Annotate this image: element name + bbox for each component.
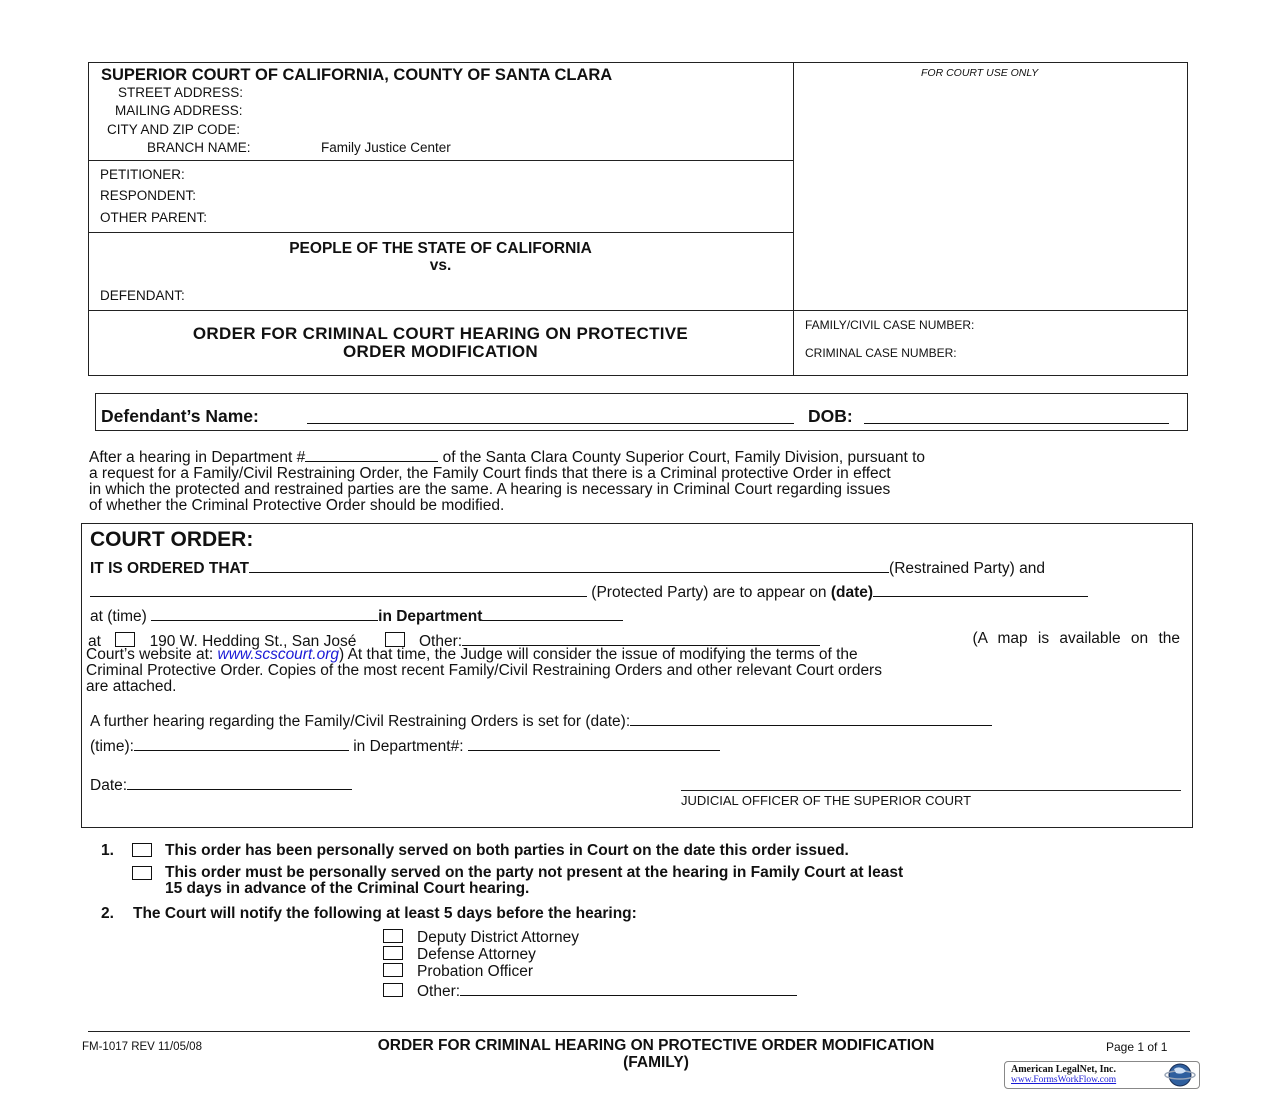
other-notify-field[interactable] xyxy=(460,980,797,996)
appearance-date-field[interactable] xyxy=(873,581,1088,597)
further-time-line xyxy=(90,735,720,756)
form-number: FM-1017 REV 11/05/08 xyxy=(82,1041,202,1053)
people-heading: PEOPLE OF THE STATE OF CALIFORNIA xyxy=(289,240,592,257)
signature-date-field[interactable] xyxy=(127,774,352,790)
website-suffix: ) At that time, the Judge will consider the issue of modifying the terms of the xyxy=(338,646,858,663)
further-hearing-line xyxy=(90,710,992,731)
order-body xyxy=(86,647,1178,695)
item1b-checkbox[interactable] xyxy=(132,866,152,880)
signature-date-line xyxy=(90,774,352,795)
form-title-line1: ORDER FOR CRIMINAL COURT HEARING ON PROTECTIVE xyxy=(192,324,689,343)
caption-rule xyxy=(88,160,793,161)
notify-label: Probation Officer xyxy=(417,963,534,980)
protected-party-field[interactable] xyxy=(90,581,587,597)
form-title-line2: ORDER MODIFICATION xyxy=(343,342,538,361)
item2-text: The Court will notify the following at least 5 days before the hearing: xyxy=(133,905,637,922)
intro-text: a request for a Family/Civil Restraining Order, the Family Court finds that there is a Criminal protective Order in effect xyxy=(89,465,891,482)
versus-label: vs. xyxy=(429,257,452,274)
court-website-link[interactable]: www.scscourt.org xyxy=(217,646,339,663)
caption-divider xyxy=(793,62,794,376)
court-order-heading: COURT ORDER: xyxy=(90,528,254,551)
further-hearing-date-field[interactable] xyxy=(630,710,992,726)
notify-list xyxy=(383,929,797,1000)
item1-number: 1. xyxy=(101,842,114,859)
website-prefix: Court’s website at: xyxy=(86,646,218,663)
date-label: (date) xyxy=(830,584,874,601)
footer-title xyxy=(275,1037,1037,1071)
further-hearing-label: A further hearing regarding the Family/Civil Restraining Orders is set for (date): xyxy=(90,713,631,730)
deputy-da-checkbox[interactable] xyxy=(383,929,403,943)
further-hearing-time-field[interactable] xyxy=(134,735,349,751)
hedding-checkbox[interactable] xyxy=(115,632,135,647)
probation-officer-checkbox[interactable] xyxy=(383,963,403,977)
notify-label: Other: xyxy=(417,983,461,1000)
court-name: SUPERIOR COURT OF CALIFORNIA, COUNTY OF SANTA CLARA xyxy=(101,66,613,84)
branch-name-label: BRANCH NAME: xyxy=(147,140,251,155)
other-notify-checkbox[interactable] xyxy=(383,983,403,997)
item1-text: This order has been personally served on both parties in Court on the date this order issued. xyxy=(165,842,849,859)
further-hearing-department-field[interactable] xyxy=(468,735,720,751)
family-case-number-label: FAMILY/CIVIL CASE NUMBER: xyxy=(805,318,975,332)
court-use-only: FOR COURT USE ONLY xyxy=(921,67,1039,79)
item2-number: 2. xyxy=(101,905,114,922)
appearance-time-field[interactable] xyxy=(151,605,378,621)
petitioner-label: PETITIONER: xyxy=(100,167,185,182)
restrained-party-field[interactable] xyxy=(249,557,889,573)
department-number-label: in Department#: xyxy=(348,738,468,755)
caption-rule xyxy=(88,232,793,233)
intro-paragraph xyxy=(89,446,1181,514)
street-address-label: STREET ADDRESS: xyxy=(118,85,244,100)
defense-attorney-checkbox[interactable] xyxy=(383,946,403,960)
criminal-case-number-label: CRIMINAL CASE NUMBER: xyxy=(805,346,957,360)
notify-item xyxy=(383,946,797,963)
protected-line xyxy=(90,581,1088,602)
notify-item xyxy=(383,980,797,1000)
judicial-officer-label: JUDICIAL OFFICER OF THE SUPERIOR COURT xyxy=(681,793,972,808)
dob-label: DOB: xyxy=(808,406,853,426)
footer-title-line1: ORDER FOR CRIMINAL HEARING ON PROTECTIVE ORDER MODIFICATION xyxy=(377,1037,935,1054)
branch-name-value: Family Justice Center xyxy=(321,140,451,155)
dob-field[interactable] xyxy=(864,406,1169,424)
publisher-logo[interactable] xyxy=(1004,1061,1200,1089)
intro-text: After a hearing in Department # xyxy=(89,449,306,466)
publisher-url: www.FormsWorkFlow.com xyxy=(1011,1075,1117,1085)
defendant-name-field[interactable] xyxy=(307,406,794,424)
intro-text: in which the protected and restrained parties are the same. A hearing is necessary in Criminal Court regarding issues xyxy=(89,481,891,498)
ordered-that-label: IT IS ORDERED THAT xyxy=(90,560,250,577)
footer-rule xyxy=(88,1031,1190,1032)
city-zip-label: CITY AND ZIP CODE: xyxy=(107,122,241,137)
defendant-name-label: Defendant’s Name: xyxy=(101,406,259,426)
item1b-line: 15 days in advance of the Criminal Court hearing. xyxy=(165,880,530,897)
appearance-department-field[interactable] xyxy=(482,605,623,621)
time-dept-line xyxy=(90,605,623,626)
respondent-label: RESPONDENT: xyxy=(100,188,197,203)
notify-label: Defense Attorney xyxy=(417,946,536,963)
other-location-field[interactable] xyxy=(462,630,820,646)
mailing-address-label: MAILING ADDRESS: xyxy=(115,103,243,118)
intro-text: of the Santa Clara County Superior Court, Family Division, pursuant to xyxy=(438,449,926,466)
time-label: (time): xyxy=(90,738,134,755)
order-body-text: are attached. xyxy=(86,678,177,695)
page-number: Page 1 of 1 xyxy=(1106,1040,1168,1054)
at-time-label: at (time) xyxy=(90,608,152,625)
hedding-address: 190 W. Hedding St., San José xyxy=(149,633,357,650)
in-department-label: in Department xyxy=(378,608,483,625)
item1-checkbox[interactable] xyxy=(132,843,152,857)
map-note: (A map is available on the xyxy=(972,630,1180,647)
other-parent-label: OTHER PARENT: xyxy=(100,210,208,225)
at-label: at xyxy=(88,633,101,650)
item1b-text xyxy=(165,865,1181,897)
caption-rule xyxy=(88,310,1188,311)
item1b-line: This order must be personally served on the party not present at the hearing in Family Court at least xyxy=(165,864,904,881)
intro-text: of whether the Criminal Protective Order should be modified. xyxy=(89,497,505,514)
notify-label: Deputy District Attorney xyxy=(417,929,579,946)
department-field[interactable] xyxy=(305,446,438,462)
judicial-signature-line[interactable] xyxy=(681,790,1181,791)
defendant-label: DEFENDANT: xyxy=(100,288,185,303)
publisher-name: American LegalNet, Inc. xyxy=(1011,1064,1116,1075)
order-body-text: Criminal Protective Order. Copies of the most recent Family/Civil Restraining Orders and other relevant Court orders xyxy=(86,662,882,679)
restrained-party-label: (Restrained Party) and xyxy=(889,560,1045,577)
footer-title-line2: (FAMILY) xyxy=(623,1054,689,1071)
other-location-checkbox[interactable] xyxy=(385,632,405,647)
notify-item xyxy=(383,963,797,980)
protected-party-label: (Protected Party) are to appear on xyxy=(587,584,831,601)
notify-item xyxy=(383,929,797,946)
globe-icon xyxy=(1163,1063,1197,1087)
signature-date-label: Date: xyxy=(90,777,128,794)
other-location-label: Other: xyxy=(418,633,463,650)
ordered-line xyxy=(90,557,1045,578)
form-title xyxy=(88,325,793,361)
